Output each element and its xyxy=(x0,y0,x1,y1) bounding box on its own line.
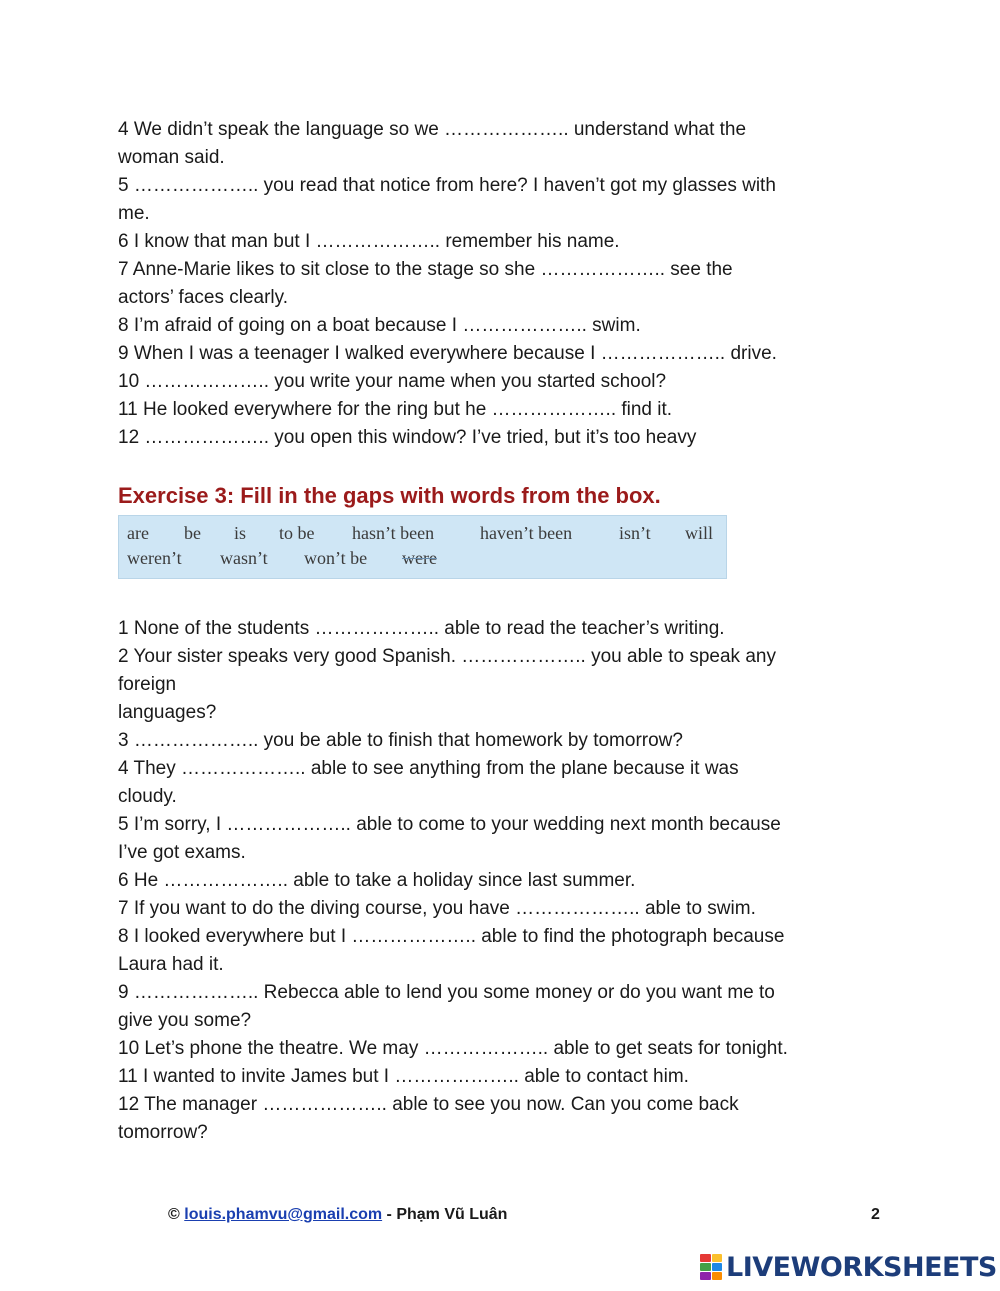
exercise-item-line: me. xyxy=(118,203,150,224)
logo-tile xyxy=(712,1263,723,1271)
exercise-item-line: 9 ……………….. Rebecca able to lend you some money or do you want me to xyxy=(118,982,775,1003)
exercise-item-line: 3 ……………….. you be able to finish that homework by tomorrow? xyxy=(118,730,683,751)
exercise-item-line: 5 ……………….. you read that notice from here? I haven’t got my glasses with xyxy=(118,175,776,196)
exercise-item-line: foreign xyxy=(118,674,177,695)
word-box-word: isn’t xyxy=(619,523,651,543)
page-footer xyxy=(168,1206,507,1224)
exercise-item-line: 11 He looked everywhere for the ring but he ……………….. find it. xyxy=(118,399,673,420)
word-box-word: weren’t xyxy=(127,548,182,568)
word-box-word: haven’t been xyxy=(480,523,573,543)
exercise-item-line: 11 I wanted to invite James but I ……………….. able to contact him. xyxy=(118,1066,689,1087)
exercise-item-line: languages? xyxy=(118,702,217,723)
word-box-word: to be xyxy=(279,523,315,543)
exercise-3-heading: Exercise 3: Fill in the gaps with words from the box. xyxy=(118,483,661,508)
logo-tile xyxy=(700,1263,711,1271)
exercise-item-line: 10 Let’s phone the theatre. We may ……………….. able to get seats for tonight. xyxy=(118,1038,788,1059)
exercise-3-items xyxy=(118,615,878,1147)
exercise-item-line: I’ve got exams. xyxy=(118,842,246,863)
exercise-item-line: give you some? xyxy=(118,1010,252,1031)
word-box-word: are xyxy=(127,523,149,543)
exercise-item-line: 10 ……………….. you write your name when you started school? xyxy=(118,371,667,392)
word-box xyxy=(118,515,727,579)
exercise-item-line: 2 Your sister speaks very good Spanish. ……………….. you able to speak any xyxy=(118,646,776,667)
exercise-item-line: 5 I’m sorry, I ……………….. able to come to your wedding next month because xyxy=(118,814,781,835)
exercise-item-line: tomorrow? xyxy=(118,1122,208,1143)
liveworksheets-logo[interactable] xyxy=(700,1252,997,1282)
exercise-item-line: cloudy. xyxy=(118,786,177,807)
exercise-item-line: 12 ……………….. you open this window? I’ve tried, but it’s too heavy xyxy=(118,427,697,448)
logo-tile xyxy=(700,1254,711,1262)
exercise-item-line: 4 They ……………….. able to see anything from the plane because it was xyxy=(118,758,739,779)
word-box-word: hasn’t been xyxy=(352,523,435,543)
exercise-item-line: 6 He ……………….. able to take a holiday since last summer. xyxy=(118,870,636,891)
logo-tile xyxy=(712,1272,723,1280)
exercise-item-line: 7 If you want to do the diving course, you have ……………….. able to swim. xyxy=(118,898,756,919)
exercise-item-line: actors’ faces clearly. xyxy=(118,287,288,308)
exercise-item-line: 1 None of the students ……………….. able to read the teacher’s writing. xyxy=(118,618,725,639)
logo-tile xyxy=(712,1254,723,1262)
exercise-item-line: 6 I know that man but I ……………….. remember his name. xyxy=(118,231,620,252)
exercise-item-line: Laura had it. xyxy=(118,954,224,975)
exercise-item-line: 9 When I was a teenager I walked everywhere because I ……………….. drive. xyxy=(118,343,777,364)
word-box-word: be xyxy=(184,523,201,543)
author-email-link[interactable]: louis.phamvu@gmail.com xyxy=(184,1206,383,1223)
exercise-item-line: 8 I’m afraid of going on a boat because I ……………….. swim. xyxy=(118,315,641,336)
word-box-word-crossed-out: were xyxy=(402,548,437,568)
word-box-word: is xyxy=(234,523,247,543)
brand-name: LIVEWORKSHEETS xyxy=(726,1251,997,1283)
exercise-item-line: 8 I looked everywhere but I ……………….. able to find the photograph because xyxy=(118,926,785,947)
exercise-item-line: 7 Anne-Marie likes to sit close to the stage so she ……………….. see the xyxy=(118,259,733,280)
copyright-symbol: © xyxy=(168,1206,180,1223)
exercise-item-line: 4 We didn’t speak the language so we ……………….. understand what the xyxy=(118,119,747,140)
word-box-word: will xyxy=(685,523,714,543)
exercise-2-items xyxy=(118,116,878,452)
author-name: - Phạm Vũ Luân xyxy=(382,1206,508,1223)
page-number: 2 xyxy=(871,1206,880,1223)
word-box-word: wasn’t xyxy=(220,548,268,568)
liveworksheets-mark-icon xyxy=(700,1254,722,1280)
word-box-word: won’t be xyxy=(304,548,368,568)
exercise-item-line: woman said. xyxy=(118,147,225,168)
logo-tile xyxy=(700,1272,711,1280)
exercise-item-line: 12 The manager ……………….. able to see you now. Can you come back xyxy=(118,1094,739,1115)
